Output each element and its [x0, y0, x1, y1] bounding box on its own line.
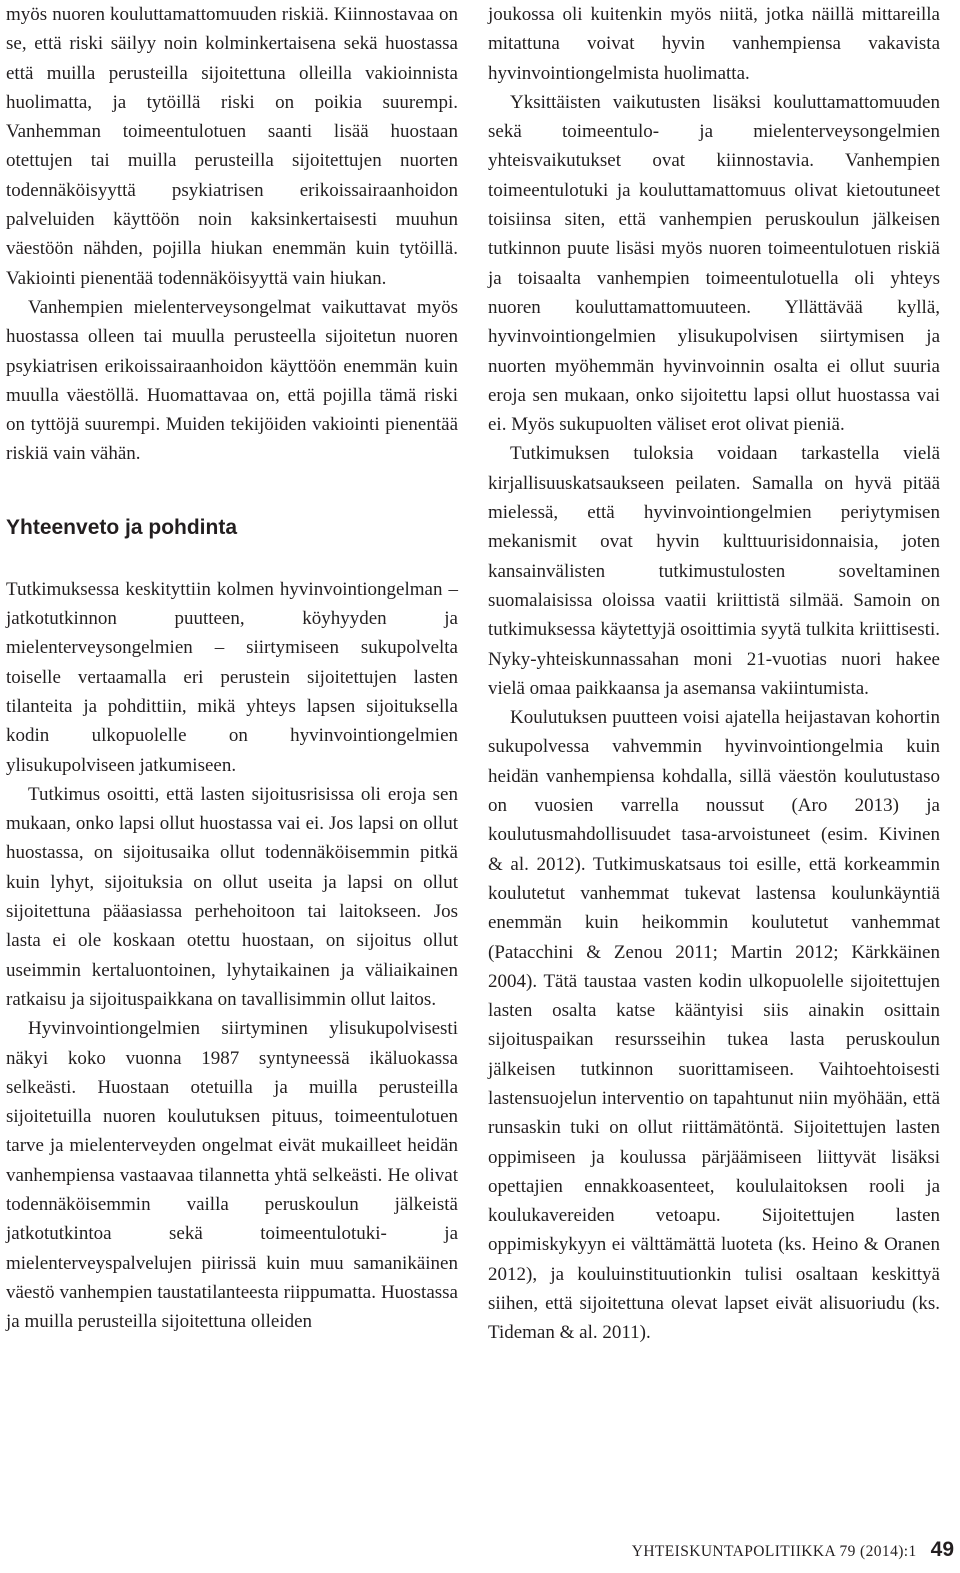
- right-column: [488, 0, 940, 1348]
- paragraph: Tutkimus osoitti, että lasten sijoitusrisissa oli eroja sen mukaan, onko lapsi ollut huostassa vai ei. Jos lapsi on ollut huostassa, on sijoitusaika ollut todennäköisemmin pitkä kuin lyhyt, sijoituksia on ollut useita ja lapsi on ollut sijoitettuna pääasiassa perhehoitoon tai laitokseen. Jos lasta ei ole koskaan otettu huostaan, on sijoitus ollut useimmin kertaluontoinen, lyhytaikainen ja väliaikainen ratkaisu ja sijoituspaikkana on tavallisimmin ollut laitos.: [6, 783, 458, 1010]
- page-number: 49: [930, 1538, 954, 1561]
- paragraph: Tutkimuksessa keskityttiin kolmen hyvinvointiongelman – jatkotutkinnon puutteen, köyhyyden ja mielenterveysongelmien – siirtymiseen sukupolvelta toiselle vertaamalla eri perustein sijoitettujen lasten tilanteita ja pohdittiin, mikä yhteys lapsen sijoituksella kodin ulkopuolelle on hyvinvointiongelmien ylisukupolviseen jatkumiseen.: [6, 578, 458, 776]
- paragraph: Yksittäisten vaikutusten lisäksi kouluttamattomuuden sekä toimeentulo- ja mielenterveysongelmien yhteisvaikutukset ovat kiinnostavia. Vanhempien toimeentulotuki ja kouluttamattomuus olivat kietoutuneet toisiinsa siten, että vanhempien peruskoulun jälkeisen tutkinnon puute lisäsi myös nuoren toimeentulotuen riskiä ja toisaalta vanhempien toimeentulotuella oli yhteys nuoren kouluttamattomuuteen. Yllättävää kyllä, hyvinvointiongelmien ylisukupolvisen siirtymisen ja nuorten myöhemmän hyvinvoinnin osalta ei ollut suuria eroja sen mukaan, onko sijoitettu lapsi ollut huostassa vai ei. Myös sukupuolten väliset erot olivat pieniä.: [488, 91, 940, 436]
- paragraph: Koulutuksen puutteen voisi ajatella heijastavan kohortin sukupolvessa vahvemmin hyvinvointiongelmia kuin heidän vanhempiensa kohdalla, sillä väestön koulutustaso on vuosien varrella noussut (Aro 2013) ja koulutusmahdollisuudet tasa-arvoistuneet (esim. Kivinen & al. 2012). Tutkimuskatsaus toi esille, että korkeammin koulutetut vanhemmat tukevat lastensa koulunkäyntiä enemmän kuin heikommin koulutetut vanhemmat (Patacchini & Zenou 2011; Martin 2012; Kärkkäinen 2004). Tätä taustaa vasten kodin ulkopuolelle sijoitettujen lasten osalta katse kääntyisi siis ainakin osittain sijoituspaikan resursseihin tukea lasta peruskoulun jälkeisen tutkinnon suorittamiseen. Vaihtoehtoisesti lastensuojelun interventio on tapahtunut niin myöhään, että runsaskin tuki on ollut riittämätöntä. Sijoitettujen lasten oppimiseen ja koulussa pärjäämiseen liittyvät lisäksi opettajien ennakkoasenteet, koululaitoksen rooli ja koulukavereiden vetoapu. Sijoitettujen lasten oppimiskykyyn ei välttämättä luoteta (ks. Heino & Oranen 2012), ja kouluinstituutionkin tulisi osaltaan keskittyä siihen, että sijoitettuna olevat lapset eivät alisuoriudu (ks. Tideman & al. 2011).: [488, 707, 940, 1344]
- left-column: [6, 0, 458, 1336]
- paragraph: joukossa oli kuitenkin myös niitä, jotka näillä mittareilla mitattuna voivat hyvin vanhempiensa vakavista hyvinvointiongelmista huolimatta.: [488, 4, 940, 84]
- paragraph: Tutkimuksen tuloksia voidaan tarkastella vielä kirjallisuuskatsaukseen peilaten. Samalla on hyvä pitää mielessä, että hyvinvointiongelmien periytymisen mekanismit ovat hyvin kulttuurisidonnaisia, joten kansainvälisten tutkimustulosten soveltaminen suomalaisissa oloissa vaatii kriittistä silmää. Samoin on tutkimuksessa käytettyjä osoittimia syytä tulkita kriittisesti. Nyky-yhteiskunnassahan moni 21-vuotias nuori hakee vielä omaa paikkaansa ja asemansa vakiintumista.: [488, 443, 940, 699]
- section-heading: Yhteenveto ja pohdinta: [6, 515, 238, 539]
- paragraph: myös nuoren kouluttamattomuuden riskiä. Kiinnostavaa on se, että riski säilyy noin kolminkertaisena sekä huostassa että muilla perusteilla sijoitettuna olleilla vakioinnista huolimatta, ja tytöillä riski on poikia suurempi. Vanhemman toimeentulotuen saanti lisää huostaan otettujen tai muilla perusteilla sijoitettujen nuorten todennäköisyyttä psykiatrisen erikoissairaanhoidon palveluiden käyttöön noin kaksinkertaisesti muuhun väestöön nähden, pojilla hiukan enemmän kuin tytöillä. Vakiointi pienentää todennäköisyyttä vain hiukan.: [6, 4, 458, 289]
- paragraph: Hyvinvointiongelmien siirtyminen ylisukupolvisesti näkyi koko vuonna 1987 syntyneessä ikäluokassa selkeästi. Huostaan otetuilla ja muilla perusteilla sijoitetuilla nuoren koulutuksen pituus, toimeentulotuen tarve ja mielenterveyden ongelmat eivät mukailleet heidän vanhempiensa vastaavaa tilannetta yhtä selkeästi. He olivat todennäköisemmin vailla peruskoulun jälkeistä jatkotutkintoa sekä toimeentulotuki- ja mielenterveyspalvelujen piirissä kuin muu samanikäinen väestö vanhempien taustatilanteesta riippumatta. Huostassa ja muilla perusteilla sijoitettuna olleiden: [6, 1018, 458, 1333]
- page-footer: [632, 1538, 954, 1562]
- journal-name: YHTEISKUNTAPOLITIIKKA 79 (2014):1: [631, 1543, 917, 1560]
- paragraph: Vanhempien mielenterveysongelmat vaikuttavat myös huostassa olleen tai muulla perusteella sijoitetun nuoren psykiatrisen erikoissairaanhoidon käyttöön enemmän kuin muulla väestöllä. Huomattavaa on, että pojilla tämä riski on tyttöjä suurempi. Muiden tekijöiden vakiointi pienentää riskiä vain vähän.: [6, 296, 458, 465]
